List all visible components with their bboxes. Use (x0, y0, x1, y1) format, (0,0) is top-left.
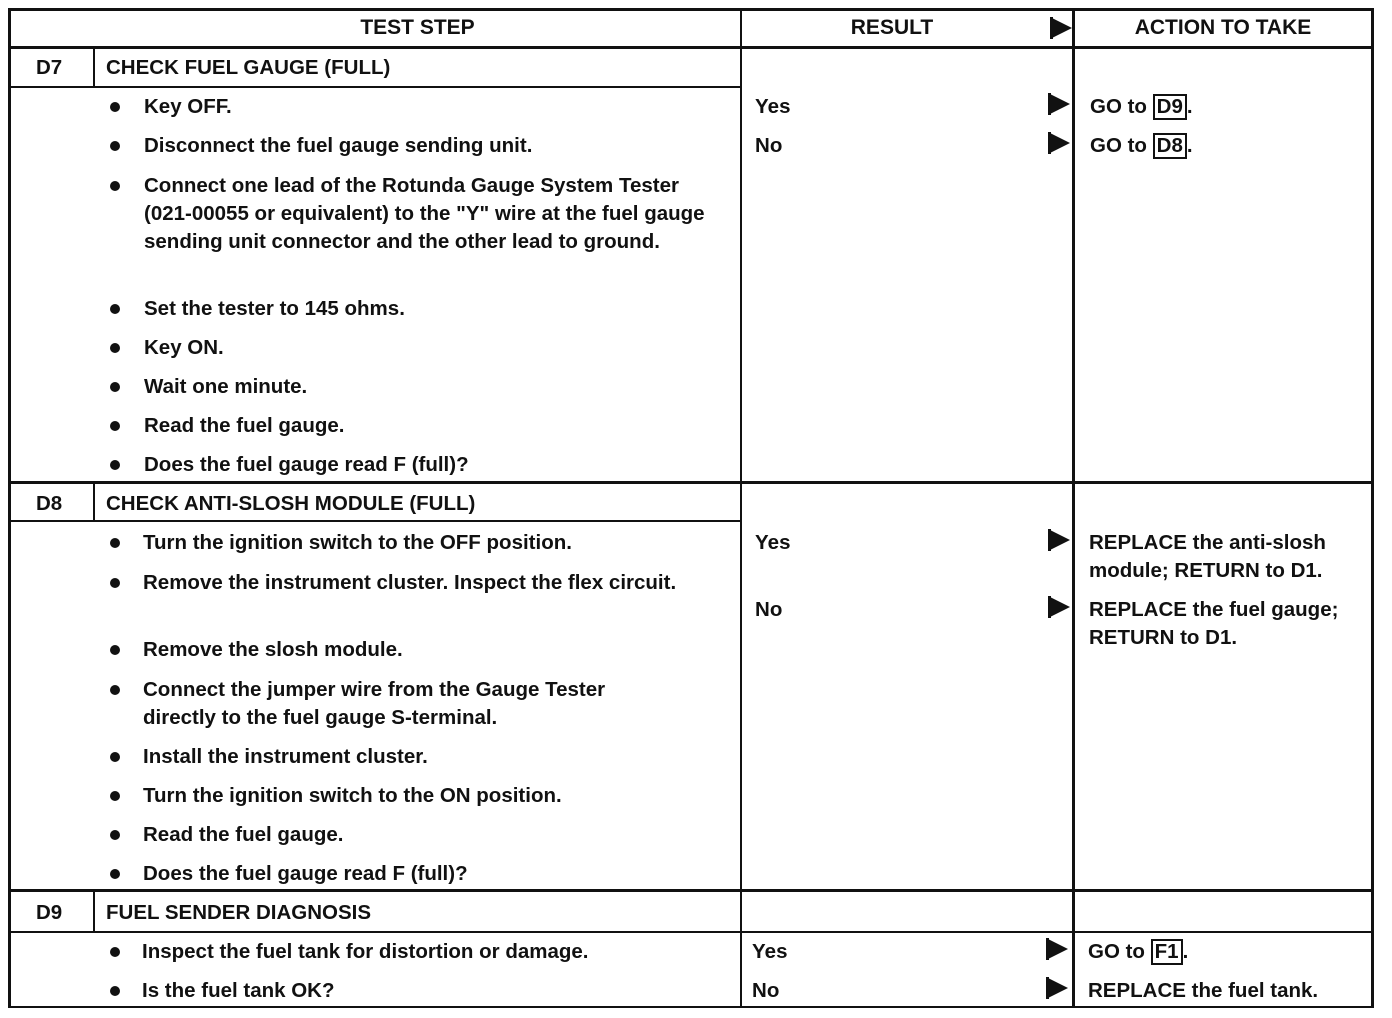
header-action: ACTION TO TAKE (1134, 16, 1312, 39)
step-title-d8: CHECK ANTI-SLOSH MODULE (FULL) (106, 492, 476, 515)
action-suffix: . (1186, 134, 1193, 157)
arrow-icon (1046, 938, 1068, 960)
d7-item-5: Key ON. (144, 336, 224, 359)
action-text: GO to (1090, 95, 1147, 118)
d7-item-8: Does the fuel gauge read F (full)? (144, 453, 469, 476)
d7-action-no (1090, 132, 1193, 160)
table-border-right (1371, 8, 1374, 1008)
d8-item-2: Remove the instrument cluster. Inspect the flex circuit. (143, 571, 677, 594)
bullet-icon (110, 830, 120, 840)
d8-item-4: Connect the jumper wire from the Gauge Tester directly to the fuel gauge S-terminal. (143, 678, 606, 729)
bullet-icon (110, 578, 120, 588)
step-title-d7: CHECK FUEL GAUGE (FULL) (106, 56, 391, 79)
d7-title-underline (8, 86, 740, 88)
table-border-left (8, 8, 11, 1008)
step-reference-f1[interactable]: F1 (1151, 939, 1183, 965)
bullet-icon (110, 538, 120, 548)
d7-item-3: Connect one lead of the Rotunda Gauge System Tester (021-00055 or equivalent) to the "Y" wire at the fuel gauge sending unit connector and the other lead to ground. (144, 174, 705, 253)
bullet-icon (110, 947, 120, 957)
arrow-icon (1048, 529, 1070, 551)
d7-item-7: Read the fuel gauge. (144, 414, 345, 437)
d7-action-yes (1090, 93, 1193, 121)
bullet-icon (110, 460, 120, 470)
step-reference-d8[interactable]: D8 (1153, 133, 1187, 159)
bullet-icon (110, 343, 120, 353)
d7-item-1: Key OFF. (144, 95, 232, 118)
d8-item-6: Turn the ignition switch to the ON position. (143, 784, 562, 807)
bullet-icon (110, 181, 120, 191)
bullet-icon (110, 791, 120, 801)
bullet-icon (110, 645, 120, 655)
d8-item-1: Turn the ignition switch to the OFF position. (143, 531, 572, 554)
d8-action-no: REPLACE the fuel gauge; RETURN to D1. (1089, 598, 1339, 649)
action-suffix: . (1186, 95, 1193, 118)
d7-result-yes: Yes (755, 95, 791, 118)
bullet-icon (110, 102, 120, 112)
d9-result-no: No (752, 979, 780, 1002)
d8-result-no: No (755, 598, 783, 621)
header-arrow-icon (1050, 17, 1072, 39)
d8-d9-divider (8, 889, 1374, 892)
d8-code-divider (93, 484, 95, 521)
table-border-bottom (8, 1006, 1374, 1008)
arrow-icon (1048, 132, 1070, 154)
d8-action-yes: REPLACE the anti-slosh module; RETURN to D1. (1089, 531, 1326, 582)
step-code-d9: D9 (36, 901, 63, 924)
step-code-d7: D7 (36, 56, 63, 79)
step-title-d9: FUEL SENDER DIAGNOSIS (106, 901, 372, 924)
bullet-icon (110, 421, 120, 431)
d9-code-divider (93, 892, 95, 932)
column-divider-result (740, 8, 742, 1008)
bullet-icon (110, 141, 120, 151)
d9-title-underline (8, 931, 1374, 933)
header-divider (8, 46, 1374, 49)
d9-item-1: Inspect the fuel tank for distortion or damage. (142, 940, 589, 963)
d9-action-yes (1088, 938, 1188, 966)
header-test-step: TEST STEP (360, 16, 475, 39)
d8-title-underline (8, 520, 740, 522)
table-border-top (8, 8, 1374, 11)
d7-item-6: Wait one minute. (144, 375, 308, 398)
arrow-icon (1048, 93, 1070, 115)
d7-item-4: Set the tester to 145 ohms. (144, 297, 405, 320)
step-reference-d9[interactable]: D9 (1153, 94, 1187, 120)
d8-result-yes: Yes (755, 531, 791, 554)
d9-action-no: REPLACE the fuel tank. (1088, 979, 1319, 1002)
d8-item-3: Remove the slosh module. (143, 638, 403, 661)
d7-code-divider (93, 49, 95, 87)
step-code-d8: D8 (36, 492, 63, 515)
d7-d8-divider (8, 481, 1374, 484)
d7-result-no: No (755, 134, 783, 157)
d9-item-2: Is the fuel tank OK? (142, 979, 335, 1002)
bullet-icon (110, 752, 120, 762)
action-text: GO to (1090, 134, 1147, 157)
d7-item-2: Disconnect the fuel gauge sending unit. (144, 134, 533, 157)
d8-item-8: Does the fuel gauge read F (full)? (143, 862, 468, 885)
d8-item-5: Install the instrument cluster. (143, 745, 428, 768)
action-suffix: . (1182, 940, 1189, 963)
header-result: RESULT (850, 16, 934, 39)
bullet-icon (110, 869, 120, 879)
bullet-icon (110, 304, 120, 314)
bullet-icon (110, 986, 120, 996)
d9-result-yes: Yes (752, 940, 788, 963)
bullet-icon (110, 685, 120, 695)
arrow-icon (1046, 977, 1068, 999)
arrow-icon (1048, 596, 1070, 618)
action-text: GO to (1088, 940, 1145, 963)
column-divider-action (1072, 8, 1075, 1008)
bullet-icon (110, 382, 120, 392)
d8-item-7: Read the fuel gauge. (143, 823, 344, 846)
